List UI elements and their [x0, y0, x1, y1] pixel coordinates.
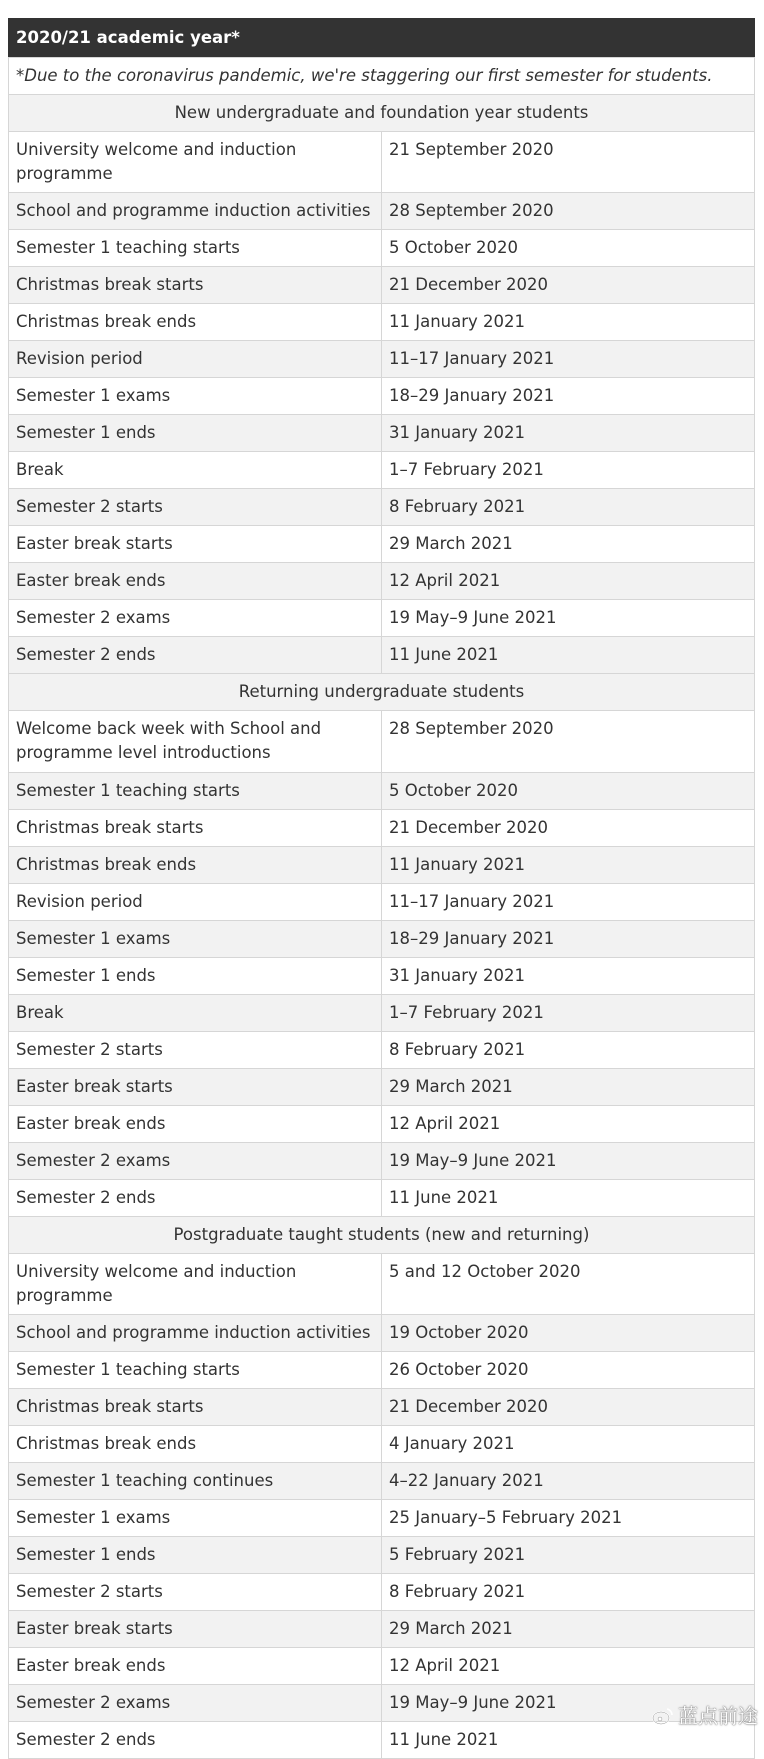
event-cell: Revision period — [9, 341, 382, 378]
event-cell: Easter break starts — [9, 1611, 382, 1648]
date-cell: 11 June 2021 — [382, 637, 755, 674]
section-heading-row — [9, 95, 755, 132]
date-cell: 26 October 2020 — [382, 1352, 755, 1389]
date-cell: 4 January 2021 — [382, 1426, 755, 1463]
event-cell: Break — [9, 995, 382, 1032]
pandemic-note: *Due to the coronavirus pandemic, we're staggering our first semester for students. — [9, 58, 755, 95]
event-cell: School and programme induction activities — [9, 1315, 382, 1352]
event-cell: Semester 2 exams — [9, 600, 382, 637]
watermark — [652, 1700, 758, 1729]
table-row — [9, 773, 755, 810]
event-cell: Christmas break ends — [9, 304, 382, 341]
table-row — [9, 1426, 755, 1463]
table-row — [9, 563, 755, 600]
table-row — [9, 1032, 755, 1069]
date-cell: 19 May–9 June 2021 — [382, 600, 755, 637]
table-row — [9, 1537, 755, 1574]
date-cell: 28 September 2020 — [382, 193, 755, 230]
event-cell: University welcome and induction programme — [9, 1254, 382, 1315]
table-row — [9, 958, 755, 995]
event-cell: Welcome back week with School and programme level introductions — [9, 711, 382, 773]
table-row — [9, 637, 755, 674]
date-cell: 29 March 2021 — [382, 1611, 755, 1648]
date-cell: 11 January 2021 — [382, 304, 755, 341]
table-row — [9, 415, 755, 452]
table-row — [9, 1143, 755, 1180]
event-cell: Semester 2 exams — [9, 1143, 382, 1180]
table-row — [9, 378, 755, 415]
table-row — [9, 489, 755, 526]
date-cell: 18–29 January 2021 — [382, 921, 755, 958]
table-row — [9, 1611, 755, 1648]
event-cell: Semester 2 ends — [9, 637, 382, 674]
date-cell: 18–29 January 2021 — [382, 378, 755, 415]
table-row — [9, 1254, 755, 1315]
date-cell: 5 and 12 October 2020 — [382, 1254, 755, 1315]
event-cell: Semester 1 exams — [9, 1500, 382, 1537]
event-cell: Semester 1 teaching starts — [9, 1352, 382, 1389]
date-cell: 19 May–9 June 2021 — [382, 1143, 755, 1180]
date-cell: 8 February 2021 — [382, 489, 755, 526]
date-cell: 19 October 2020 — [382, 1315, 755, 1352]
event-cell: Christmas break starts — [9, 1389, 382, 1426]
event-cell: Easter break ends — [9, 1648, 382, 1685]
date-cell: 8 February 2021 — [382, 1032, 755, 1069]
date-cell: 29 March 2021 — [382, 1069, 755, 1106]
date-cell: 29 March 2021 — [382, 526, 755, 563]
table-row — [9, 1180, 755, 1217]
section-heading-row — [9, 674, 755, 711]
event-cell: Christmas break ends — [9, 847, 382, 884]
date-cell: 12 April 2021 — [382, 563, 755, 600]
table-row — [9, 810, 755, 847]
event-cell: Semester 1 ends — [9, 1537, 382, 1574]
date-cell: 11 June 2021 — [382, 1722, 755, 1759]
table-row — [9, 452, 755, 489]
calendar-table — [8, 57, 755, 1759]
table-row — [9, 304, 755, 341]
event-cell: Semester 1 teaching starts — [9, 773, 382, 810]
date-cell: 21 December 2020 — [382, 810, 755, 847]
table-row — [9, 341, 755, 378]
event-cell: Semester 1 exams — [9, 921, 382, 958]
event-cell: Christmas break starts — [9, 267, 382, 304]
table-row — [9, 1352, 755, 1389]
event-cell: Easter break ends — [9, 563, 382, 600]
note-row — [9, 58, 755, 95]
event-cell: Semester 1 teaching continues — [9, 1463, 382, 1500]
event-cell: Semester 2 starts — [9, 1032, 382, 1069]
date-cell: 5 February 2021 — [382, 1537, 755, 1574]
event-cell: Semester 2 starts — [9, 489, 382, 526]
event-cell: Semester 2 starts — [9, 1574, 382, 1611]
table-row — [9, 193, 755, 230]
table-row — [9, 995, 755, 1032]
date-cell: 25 January–5 February 2021 — [382, 1500, 755, 1537]
table-row — [9, 711, 755, 773]
section-heading: Returning undergraduate students — [9, 674, 755, 711]
event-cell: Semester 1 ends — [9, 958, 382, 995]
event-cell: Christmas break starts — [9, 810, 382, 847]
table-row — [9, 1069, 755, 1106]
date-cell: 21 September 2020 — [382, 132, 755, 193]
table-row — [9, 600, 755, 637]
table-row — [9, 884, 755, 921]
table-row — [9, 1722, 755, 1759]
table-row — [9, 1685, 755, 1722]
date-cell: 19 May–9 June 2021 — [382, 1685, 755, 1722]
table-row — [9, 1389, 755, 1426]
date-cell: 11 January 2021 — [382, 847, 755, 884]
table-row — [9, 1500, 755, 1537]
event-cell: Easter break starts — [9, 1069, 382, 1106]
date-cell: 11–17 January 2021 — [382, 884, 755, 921]
event-cell: Semester 2 ends — [9, 1180, 382, 1217]
date-cell: 12 April 2021 — [382, 1106, 755, 1143]
table-row — [9, 1106, 755, 1143]
date-cell: 21 December 2020 — [382, 1389, 755, 1426]
event-cell: Easter break starts — [9, 526, 382, 563]
weibo-icon — [652, 1707, 674, 1725]
table-row — [9, 921, 755, 958]
date-cell: 8 February 2021 — [382, 1574, 755, 1611]
event-cell: Semester 1 exams — [9, 378, 382, 415]
event-cell: Semester 1 ends — [9, 415, 382, 452]
event-cell: University welcome and induction programme — [9, 132, 382, 193]
section-heading-row — [9, 1217, 755, 1254]
date-cell: 12 April 2021 — [382, 1648, 755, 1685]
table-row — [9, 1574, 755, 1611]
date-cell: 5 October 2020 — [382, 230, 755, 267]
date-cell: 4–22 January 2021 — [382, 1463, 755, 1500]
table-row — [9, 132, 755, 193]
table-row — [9, 526, 755, 563]
table-title: 2020/21 academic year* — [8, 18, 755, 57]
date-cell: 11 June 2021 — [382, 1180, 755, 1217]
date-cell: 31 January 2021 — [382, 958, 755, 995]
table-row — [9, 847, 755, 884]
table-row — [9, 1648, 755, 1685]
event-cell: Break — [9, 452, 382, 489]
event-cell: Semester 1 teaching starts — [9, 230, 382, 267]
event-cell: Semester 2 ends — [9, 1722, 382, 1759]
event-cell: Semester 2 exams — [9, 1685, 382, 1722]
date-cell: 5 October 2020 — [382, 773, 755, 810]
table-row — [9, 230, 755, 267]
event-cell: Christmas break ends — [9, 1426, 382, 1463]
date-cell: 21 December 2020 — [382, 267, 755, 304]
academic-calendar — [8, 18, 755, 1759]
event-cell: Easter break ends — [9, 1106, 382, 1143]
table-row — [9, 1315, 755, 1352]
date-cell: 1–7 February 2021 — [382, 452, 755, 489]
date-cell: 11–17 January 2021 — [382, 341, 755, 378]
section-heading: Postgraduate taught students (new and returning) — [9, 1217, 755, 1254]
event-cell: Revision period — [9, 884, 382, 921]
date-cell: 1–7 February 2021 — [382, 995, 755, 1032]
watermark-text: 蓝点前途 — [678, 1704, 758, 1728]
date-cell: 28 September 2020 — [382, 711, 755, 773]
date-cell: 31 January 2021 — [382, 415, 755, 452]
table-row — [9, 267, 755, 304]
event-cell: School and programme induction activities — [9, 193, 382, 230]
table-row — [9, 1463, 755, 1500]
section-heading: New undergraduate and foundation year students — [9, 95, 755, 132]
